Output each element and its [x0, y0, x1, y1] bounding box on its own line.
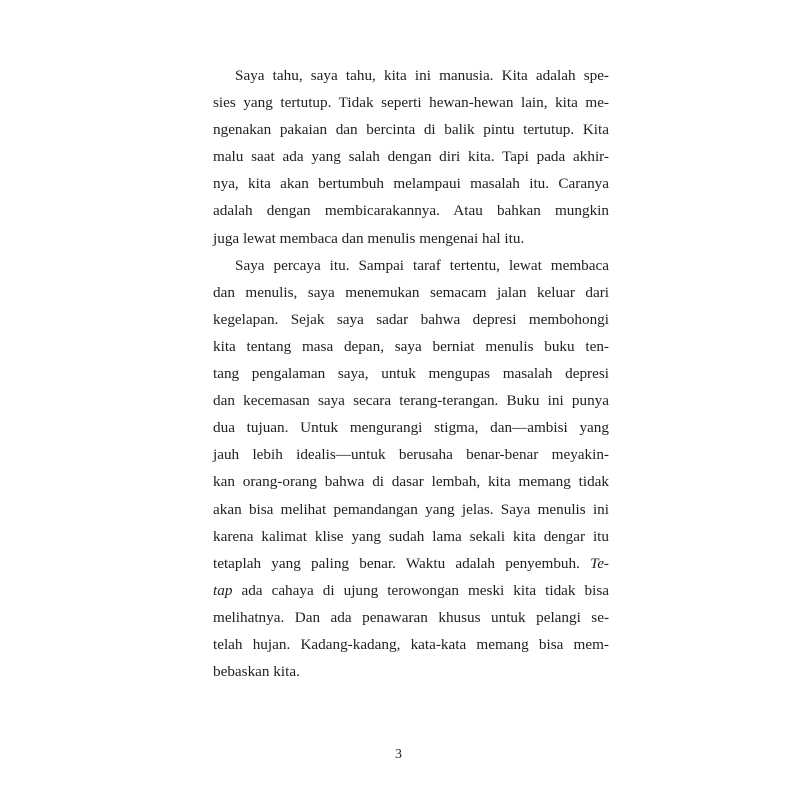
italic-text: tap	[213, 581, 233, 599]
text-line: dua tujuan. Untuk mengurangi stigma, dan—ambisi yang	[213, 419, 609, 437]
body-text	[213, 62, 609, 685]
text-line: telah hujan. Kadang-kadang, kata-kata memang bisa mem-	[213, 635, 609, 653]
italic-text: Te-	[590, 554, 609, 572]
text-line: Saya percaya itu. Sampai taraf tertentu, lewat membaca	[235, 256, 609, 274]
text-line: dan menulis, saya menemukan semacam jalan keluar dari	[213, 283, 609, 301]
text-line: tang pengalaman saya, untuk mengupas masalah depresi	[213, 365, 609, 383]
text-line: akan bisa melihat pemandangan yang jelas. Saya menulis ini	[213, 500, 609, 518]
text-line: melihatnya. Dan ada penawaran khusus untuk pelangi se-	[213, 608, 609, 626]
text-line: sies yang tertutup. Tidak seperti hewan-hewan lain, kita me-	[213, 94, 609, 112]
text-line: kegelapan. Sejak saya sadar bahwa depresi membohongi	[213, 310, 609, 328]
text-line: Saya tahu, saya tahu, kita ini manusia. Kita adalah spe-	[235, 67, 609, 84]
text-segment: tetaplah yang paling benar. Waktu adalah penyembuh.	[213, 554, 591, 572]
page-number: 3	[395, 747, 402, 762]
text-line	[213, 550, 609, 577]
text-line: jauh lebih idealis—untuk berusaha benar-benar meyakin-	[213, 446, 609, 464]
text-line: malu saat ada yang salah dengan diri kita. Tapi pada akhir-	[213, 148, 609, 166]
text-line: bebaskan kita.	[213, 663, 300, 681]
text-line: ngenakan pakaian dan bercinta di balik pintu tertutup. Kita	[213, 121, 609, 139]
text-line: juga lewat membaca dan menulis mengenai hal itu.	[213, 229, 525, 247]
text-segment: ada cahaya di ujung terowongan meski kita tidak bisa	[232, 581, 609, 599]
text-line	[213, 577, 609, 604]
text-line: karena kalimat klise yang sudah lama sekali kita dengar itu	[213, 527, 609, 545]
paragraph-1	[213, 62, 609, 252]
text-line: dan kecemasan saya secara terang-terangan. Buku ini punya	[213, 392, 609, 410]
paragraph-2	[213, 252, 609, 686]
text-line: adalah dengan membicarakannya. Atau bahkan mungkin	[213, 202, 609, 220]
text-line: kan orang-orang bahwa di dasar lembah, kita memang tidak	[213, 473, 609, 491]
text-line: nya, kita akan bertumbuh melampaui masalah itu. Caranya	[213, 175, 609, 193]
text-line: kita tentang masa depan, saya berniat menulis buku ten-	[213, 337, 609, 355]
